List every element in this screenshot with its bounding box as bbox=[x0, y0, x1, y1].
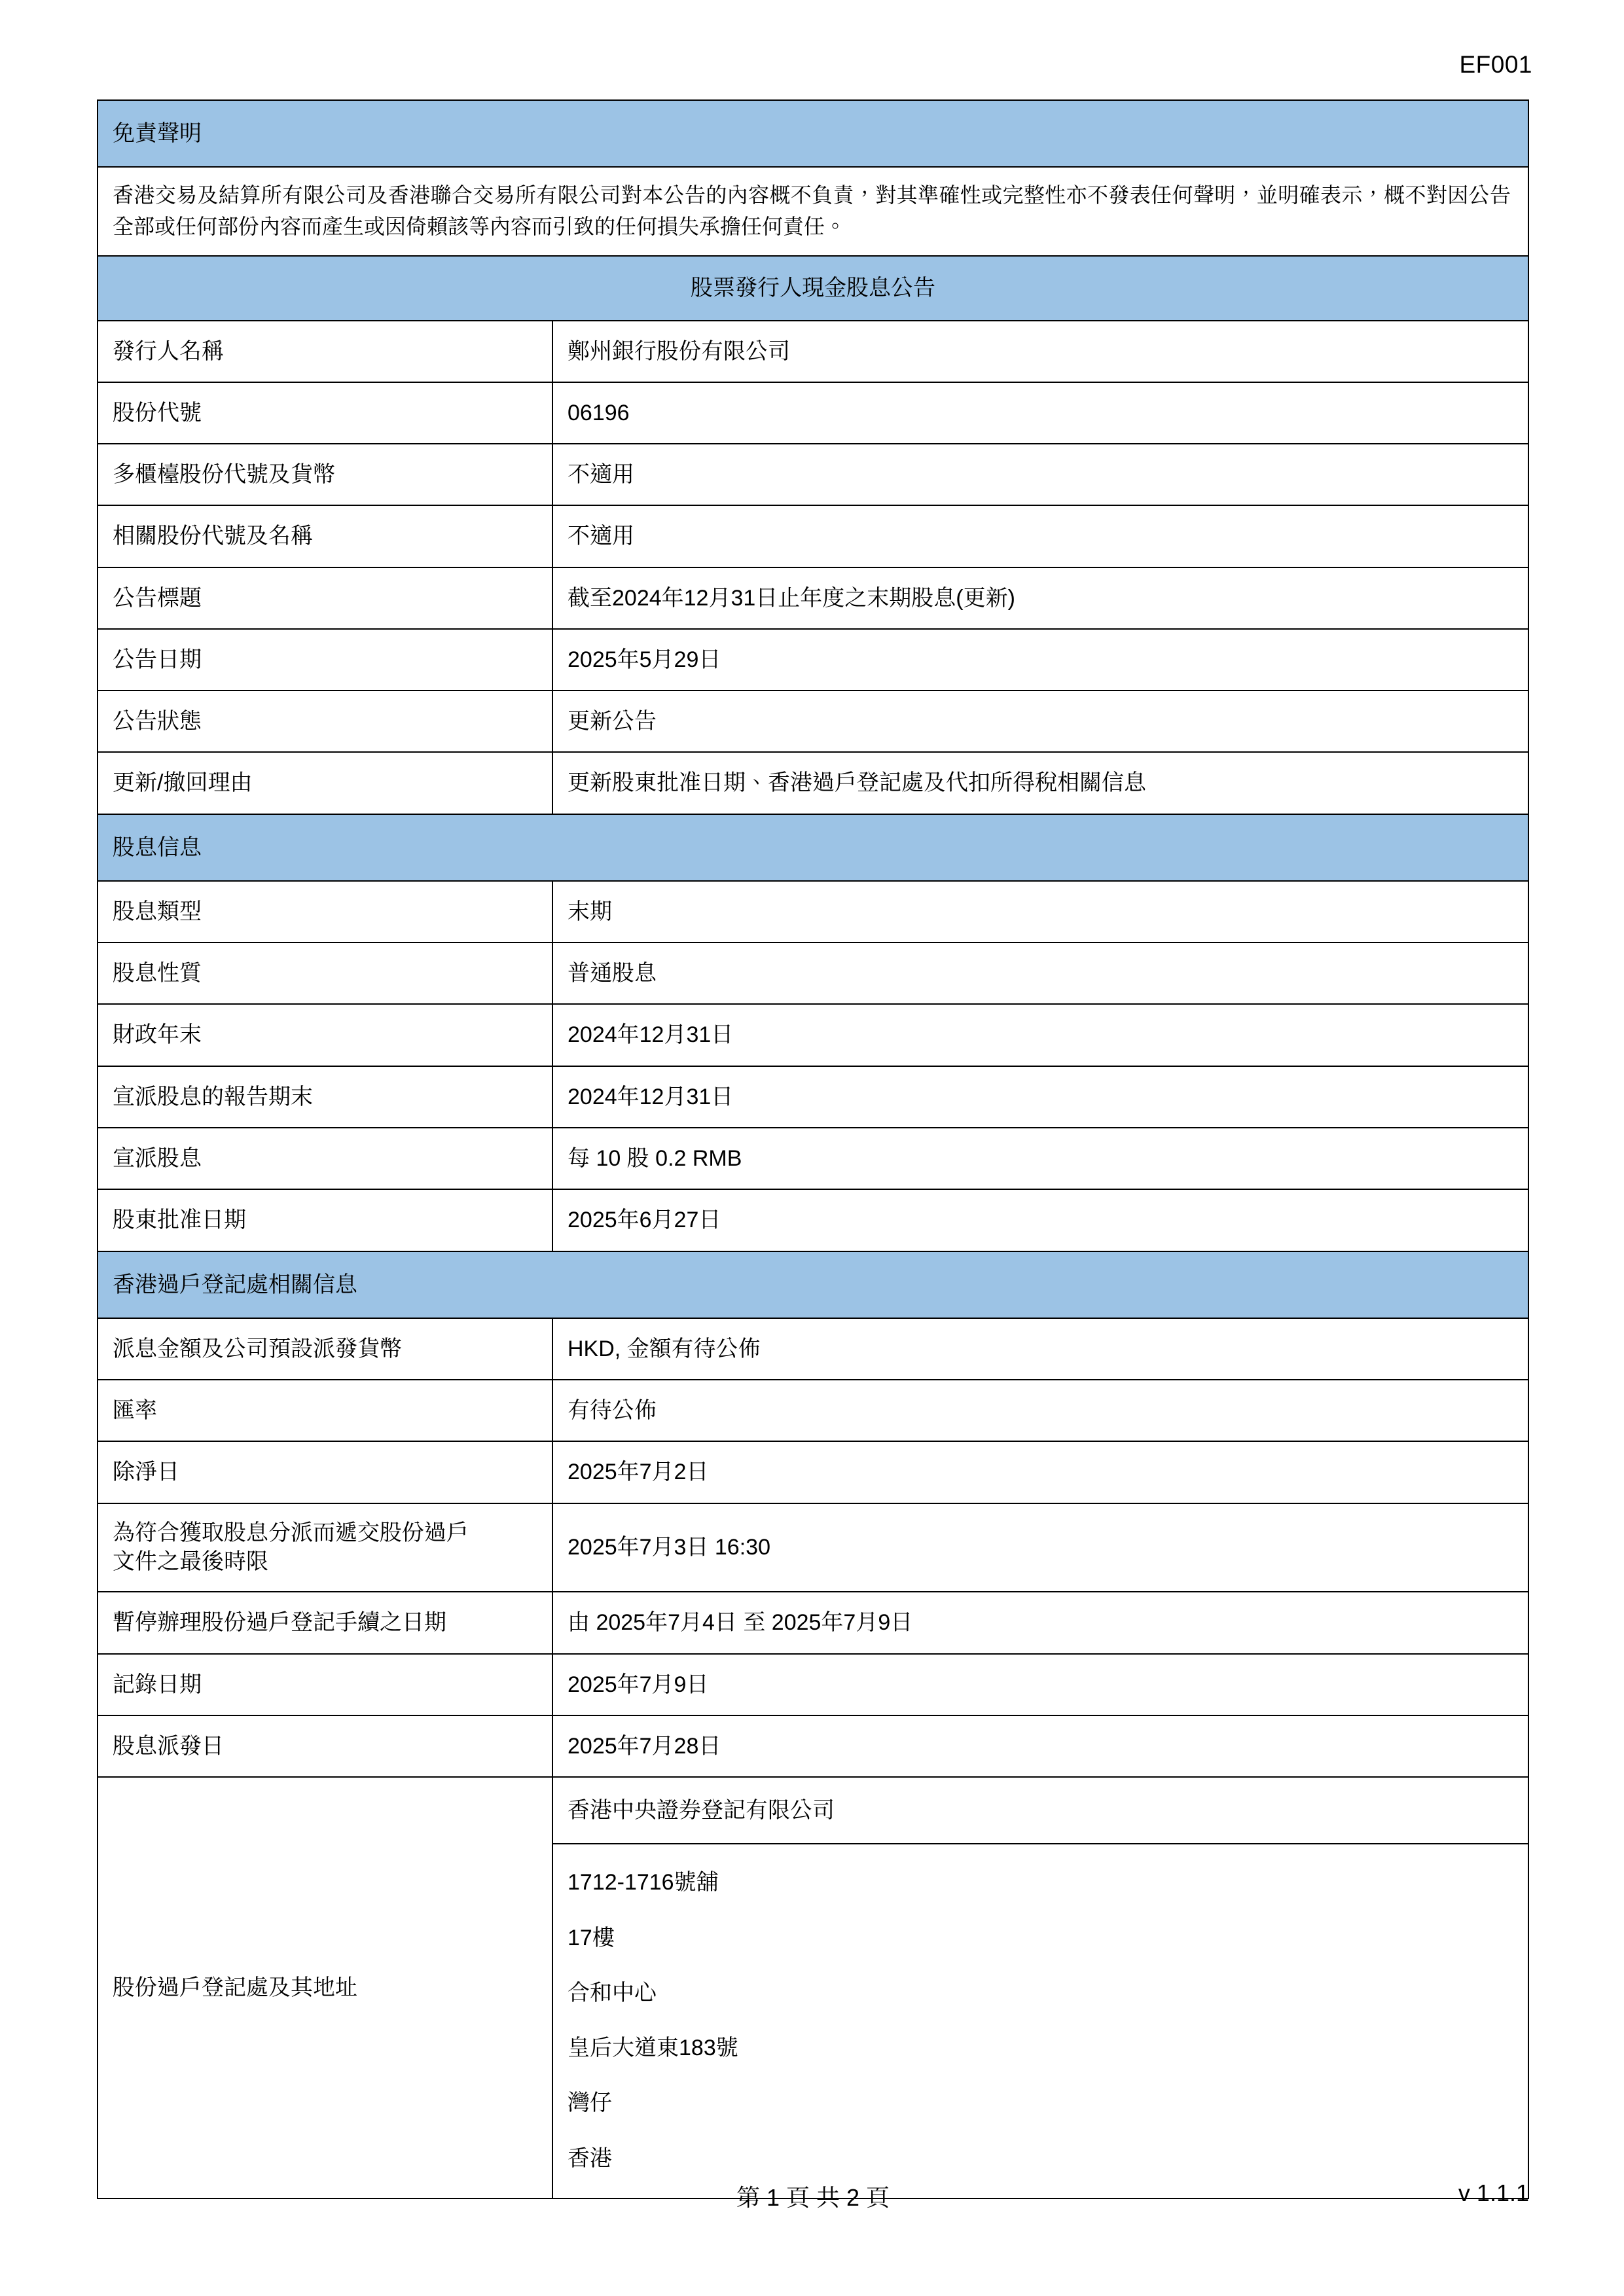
table-row bbox=[98, 691, 1528, 752]
disclaimer-heading-cell bbox=[98, 100, 1528, 167]
table-row bbox=[98, 1004, 1528, 1066]
value-text: 更新股東批准日期、香港過戶登記處及代扣所得稅相關信息 bbox=[568, 770, 1146, 796]
table-row bbox=[98, 1441, 1528, 1503]
row-value-multi-counter bbox=[552, 444, 1528, 505]
table-row bbox=[98, 629, 1528, 691]
row-value-payment-date bbox=[552, 1715, 1528, 1777]
value-text: 2025年7月9日 bbox=[568, 1672, 709, 1697]
row-value-issuer-name bbox=[552, 321, 1528, 382]
table-row bbox=[98, 1654, 1528, 1715]
disclaimer-heading-row bbox=[98, 100, 1528, 167]
row-label-record-date bbox=[98, 1654, 552, 1715]
label-text: 股息性質 bbox=[113, 961, 202, 986]
value-text: 有待公佈 bbox=[568, 1398, 657, 1424]
label-text: 公告狀態 bbox=[113, 709, 202, 734]
table-row bbox=[98, 881, 1528, 942]
row-value-announcement-title bbox=[552, 567, 1528, 629]
page-footer bbox=[97, 2179, 1529, 2212]
table-row bbox=[98, 567, 1528, 629]
label-text: 記錄日期 bbox=[113, 1672, 202, 1697]
table-row bbox=[98, 1066, 1528, 1128]
disclaimer-body-text: 香港交易及結算所有限公司及香港聯合交易所有限公司對本公告的內容概不負責，對其準確性或完整性亦不發表任何聲明，並明確表示，概不對因公告全部或任何部份內容而產生或因倚賴該等內容而引致的任何損失承擔任何責任。 bbox=[113, 183, 1511, 239]
table-row bbox=[98, 1380, 1528, 1441]
registrar-address-row bbox=[98, 1777, 1528, 2198]
label-text: 股東批准日期 bbox=[113, 1208, 246, 1233]
table-row bbox=[98, 382, 1528, 444]
table-row bbox=[98, 942, 1528, 1004]
row-value-transfer-deadline bbox=[552, 1503, 1528, 1592]
label-text: 派息金額及公司預設派發貨幣 bbox=[113, 1336, 402, 1361]
row-value-declared-dividend bbox=[552, 1128, 1528, 1189]
table-row bbox=[98, 1503, 1528, 1592]
value-text: 2025年5月29日 bbox=[568, 647, 721, 672]
label-text: 股息類型 bbox=[113, 899, 202, 924]
value-text: 2025年6月27日 bbox=[568, 1208, 721, 1233]
label-text bbox=[98, 1504, 552, 1592]
row-value-dividend-type bbox=[552, 881, 1528, 942]
value-text: 截至2024年12月31日止年度之末期股息(更新) bbox=[568, 585, 1015, 611]
footer-version-label: v 1.1.1 bbox=[1458, 2179, 1529, 2206]
dividend-section-heading-text: 股息信息 bbox=[113, 834, 202, 860]
row-value-stock-code bbox=[552, 382, 1528, 444]
row-label-declared-dividend bbox=[98, 1128, 552, 1189]
label-text: 發行人名稱 bbox=[113, 338, 224, 364]
row-label-dividend-type bbox=[98, 881, 552, 942]
address-line: 皇后大道東183號 bbox=[568, 2036, 738, 2061]
label-text: 股份代號 bbox=[113, 400, 202, 425]
row-value-payment-amount-currency bbox=[552, 1318, 1528, 1380]
label-text: 股份過戶登記處及其地址 bbox=[113, 1975, 357, 2000]
row-value-fiscal-year-end bbox=[552, 1004, 1528, 1066]
label-text: 股息派發日 bbox=[113, 1733, 224, 1759]
disclaimer-body-cell bbox=[98, 167, 1528, 256]
row-label-ex-date bbox=[98, 1441, 552, 1503]
label-text: 財政年末 bbox=[113, 1022, 202, 1048]
label-line-2: 文件之最後時限 bbox=[113, 1549, 268, 1575]
address-line: 香港 bbox=[568, 2145, 612, 2171]
registrar-address-lines bbox=[553, 1844, 1528, 2198]
label-text: 更新/撤回理由 bbox=[113, 770, 253, 796]
value-text: 鄭州銀行股份有限公司 bbox=[568, 338, 790, 364]
row-label-exchange-rate bbox=[98, 1380, 552, 1441]
value-text: 2024年12月31日 bbox=[568, 1084, 734, 1109]
label-text: 匯率 bbox=[113, 1398, 157, 1424]
table-row bbox=[98, 752, 1528, 814]
table-row bbox=[98, 1318, 1528, 1380]
table-row bbox=[98, 1592, 1528, 1653]
address-line: 17樓 bbox=[568, 1925, 615, 1950]
value-text: 不適用 bbox=[568, 462, 634, 488]
value-text: 2025年7月28日 bbox=[568, 1733, 721, 1759]
value-text: 2024年12月31日 bbox=[568, 1022, 734, 1048]
label-text: 宣派股息 bbox=[113, 1145, 202, 1171]
row-value-announcement-date bbox=[552, 629, 1528, 691]
row-label-registrar-address bbox=[98, 1777, 552, 2198]
main-title-row bbox=[98, 256, 1528, 320]
hk-registrar-section-heading-text: 香港過戶登記處相關信息 bbox=[113, 1272, 357, 1297]
row-label-update-reason bbox=[98, 752, 552, 814]
row-value-exchange-rate bbox=[552, 1380, 1528, 1441]
row-label-dividend-nature bbox=[98, 942, 552, 1004]
row-label-announcement-title bbox=[98, 567, 552, 629]
row-label-transfer-deadline bbox=[98, 1503, 552, 1592]
row-value-update-reason bbox=[552, 752, 1528, 814]
cash-dividend-announcement-table bbox=[97, 99, 1529, 2199]
hk-registrar-section-heading-cell bbox=[98, 1251, 1528, 1318]
row-label-multi-counter bbox=[98, 444, 552, 505]
form-code: EF001 bbox=[1459, 51, 1532, 78]
value-text: 不適用 bbox=[568, 524, 634, 549]
table-row bbox=[98, 1128, 1528, 1189]
value-text: 普通股息 bbox=[568, 961, 657, 986]
dividend-section-heading-cell bbox=[98, 814, 1528, 881]
value-text: 2025年7月2日 bbox=[568, 1460, 709, 1485]
value-text: 更新公告 bbox=[568, 709, 657, 734]
label-text: 暫停辦理股份過戶登記手續之日期 bbox=[113, 1610, 446, 1636]
label-text: 公告日期 bbox=[113, 647, 202, 672]
value-text: 末期 bbox=[568, 899, 612, 924]
table-row bbox=[98, 321, 1528, 382]
row-value-registrar-address bbox=[552, 1777, 1528, 2198]
value-text: 每 10 股 0.2 RMB bbox=[568, 1145, 742, 1171]
value-text: 2025年7月3日 16:30 bbox=[568, 1535, 770, 1560]
main-title-cell bbox=[98, 256, 1528, 320]
row-value-ex-date bbox=[552, 1441, 1528, 1503]
row-label-reporting-period-end bbox=[98, 1066, 552, 1128]
value-text: HKD, 金額有待公佈 bbox=[568, 1336, 761, 1361]
label-text: 宣派股息的報告期末 bbox=[113, 1084, 313, 1109]
registrar-name-text: 香港中央證券登記有限公司 bbox=[553, 1778, 1528, 1844]
footer-page-label: 第 1 頁 共 2 頁 bbox=[736, 2184, 890, 2211]
row-value-related-stock bbox=[552, 505, 1528, 567]
row-value-record-date bbox=[552, 1654, 1528, 1715]
main-title-text: 股票發行人現金股息公告 bbox=[691, 276, 935, 301]
table-row bbox=[98, 1189, 1528, 1251]
hk-registrar-section-heading-row bbox=[98, 1251, 1528, 1318]
row-value-book-closure-period bbox=[552, 1592, 1528, 1653]
table-row bbox=[98, 505, 1528, 567]
address-line: 灣仔 bbox=[568, 2090, 612, 2116]
label-text: 除淨日 bbox=[113, 1460, 179, 1485]
dividend-section-heading-row bbox=[98, 814, 1528, 881]
row-value-announcement-status bbox=[552, 691, 1528, 752]
disclaimer-heading-text: 免責聲明 bbox=[113, 121, 202, 146]
row-label-book-closure-period bbox=[98, 1592, 552, 1653]
label-line-1: 為符合獲取股息分派而遞交股份過戶 bbox=[113, 1520, 469, 1545]
row-value-reporting-period-end bbox=[552, 1066, 1528, 1128]
row-label-related-stock bbox=[98, 505, 552, 567]
table-row bbox=[98, 1715, 1528, 1777]
row-label-stock-code bbox=[98, 382, 552, 444]
value-text: 由 2025年7月4日 至 2025年7月9日 bbox=[568, 1610, 913, 1636]
label-text: 多櫃檯股份代號及貨幣 bbox=[113, 462, 335, 488]
address-line: 合和中心 bbox=[568, 1980, 657, 2005]
row-value-shareholder-approval-date bbox=[552, 1189, 1528, 1251]
label-text: 相關股份代號及名稱 bbox=[113, 524, 313, 549]
table-row bbox=[98, 444, 1528, 505]
row-value-dividend-nature bbox=[552, 942, 1528, 1004]
label-text: 公告標題 bbox=[113, 585, 202, 611]
row-label-announcement-date bbox=[98, 629, 552, 691]
row-label-issuer-name bbox=[98, 321, 552, 382]
disclaimer-body-row bbox=[98, 167, 1528, 256]
row-label-shareholder-approval-date bbox=[98, 1189, 552, 1251]
row-label-announcement-status bbox=[98, 691, 552, 752]
value-text: 06196 bbox=[568, 400, 630, 425]
address-line: 1712-1716號舖 bbox=[568, 1870, 719, 1895]
row-label-fiscal-year-end bbox=[98, 1004, 552, 1066]
row-label-payment-date bbox=[98, 1715, 552, 1777]
row-label-payment-amount-currency bbox=[98, 1318, 552, 1380]
